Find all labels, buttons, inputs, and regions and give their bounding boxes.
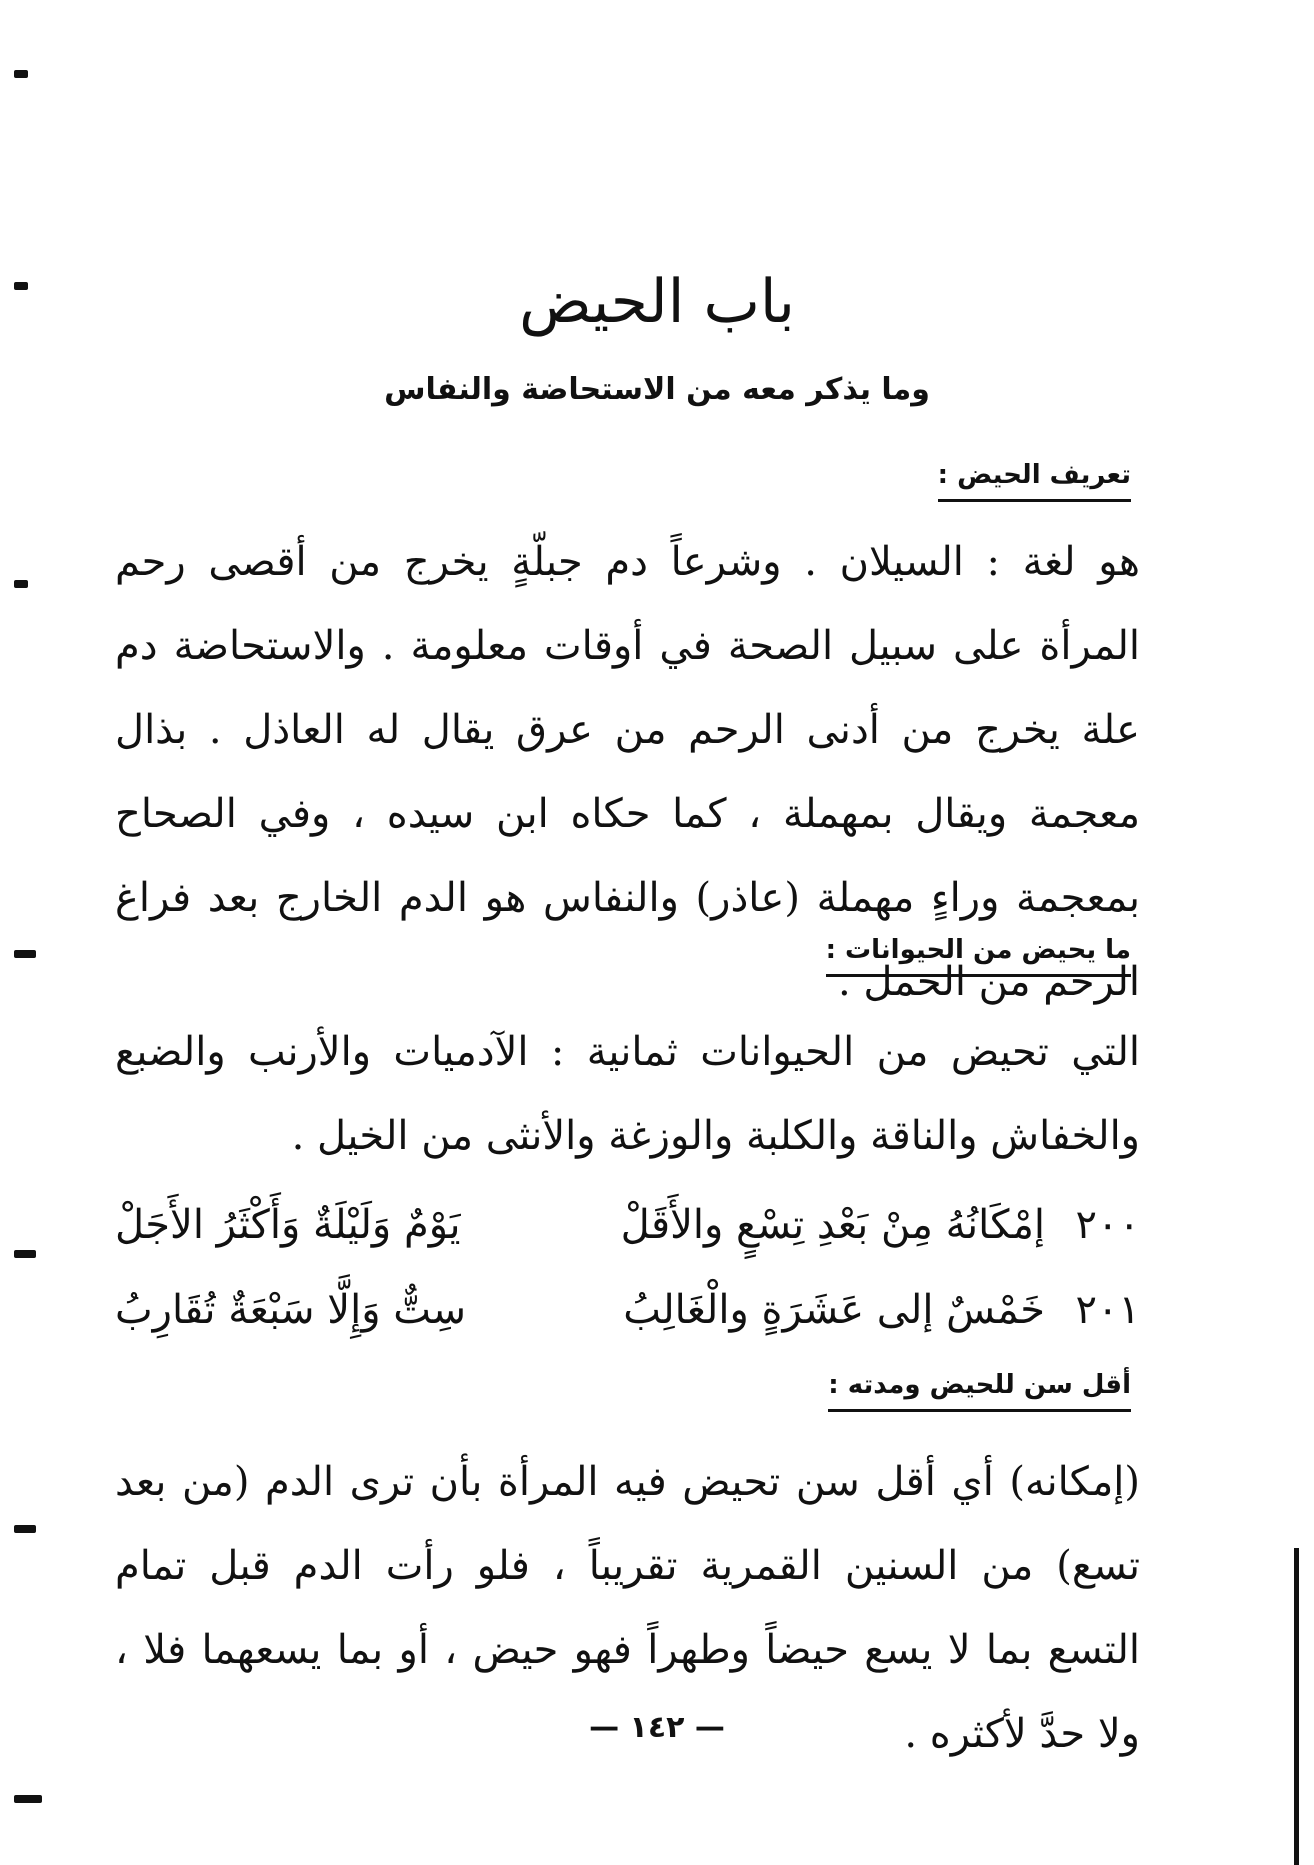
- section-heading: أقل سن للحيض ومدته :: [828, 1365, 1131, 1412]
- chapter-subtitle: وما يذكر معه من الاستحاضة والنفاس: [384, 372, 930, 407]
- scan-margin-mark: [14, 70, 28, 78]
- verse-line: [115, 1200, 1140, 1250]
- section-paragraph: التي تحيض من الحيوانات ثمانية : الآدميات والأرنب والضبع والخفاش والناقة والكلبة والوزغة والأنثى من الخيل .: [115, 1029, 1140, 1159]
- scan-margin-mark: [14, 950, 36, 958]
- scan-margin-mark: [14, 1250, 36, 1258]
- binding-edge-line: [1294, 1548, 1299, 1865]
- verse-number: ٢٠٠: [1075, 1202, 1140, 1248]
- chapter-title: باب الحيض: [519, 267, 795, 337]
- section-heading: تعريف الحيض :: [938, 455, 1131, 502]
- scan-margin-mark: [14, 1525, 36, 1533]
- verse-line: [115, 1285, 1140, 1335]
- scan-margin-mark: [14, 1795, 42, 1803]
- scan-margin-mark: [14, 580, 28, 588]
- verse-hemistich-first: خَمْسٌ إلى عَشَرَةٍ والْغَالِبُ: [623, 1287, 1045, 1333]
- section-paragraph: (إمكانه) أي أقل سن تحيض فيه المرأة بأن ترى الدم (من بعد تسع) من السنين القمرية تقريباً ، فلو رأت الدم قبل تمام التسع بما لا يسع حيضاً وطهراً فهو حيض ، أو بما يسعهما فلا ، ولا حدَّ لأكثره .: [115, 1459, 1141, 1757]
- verse-hemistich-second: يَوْمٌ وَلَيْلَةٌ وَأَكْثَرُ الأَجَلْ: [115, 1202, 461, 1248]
- page-number: — ١٤٢ —: [589, 1710, 725, 1745]
- verse-number: ٢٠١: [1075, 1287, 1140, 1333]
- section-paragraph: هو لغة : السيلان . وشرعاً دم جبلّةٍ يخرج من أقصى رحم المرأة على سبيل الصحة في أوقات معلومة . والاستحاضة دم علة يخرج من أدنى الرحم من عرق يقال له العاذل . بذال معجمة ويقال بمهملة ، كما حكاه ابن سيده ، وفي الصحاح بمعجمة وراءٍ مهملة (عاذر) والنفاس هو الدم الخارج بعد فراغ الرحم من الحمل .: [115, 539, 1140, 1005]
- verse-hemistich-second: سِتٌّ وَإِلَّا سَبْعَةٌ تُقَارِبُ: [115, 1287, 467, 1333]
- section-heading: ما يحيض من الحيوانات :: [826, 930, 1131, 977]
- verse-hemistich-first: إمْكَانُهُ مِنْ بَعْدِ تِسْعٍ والأَقَلْ: [620, 1202, 1045, 1248]
